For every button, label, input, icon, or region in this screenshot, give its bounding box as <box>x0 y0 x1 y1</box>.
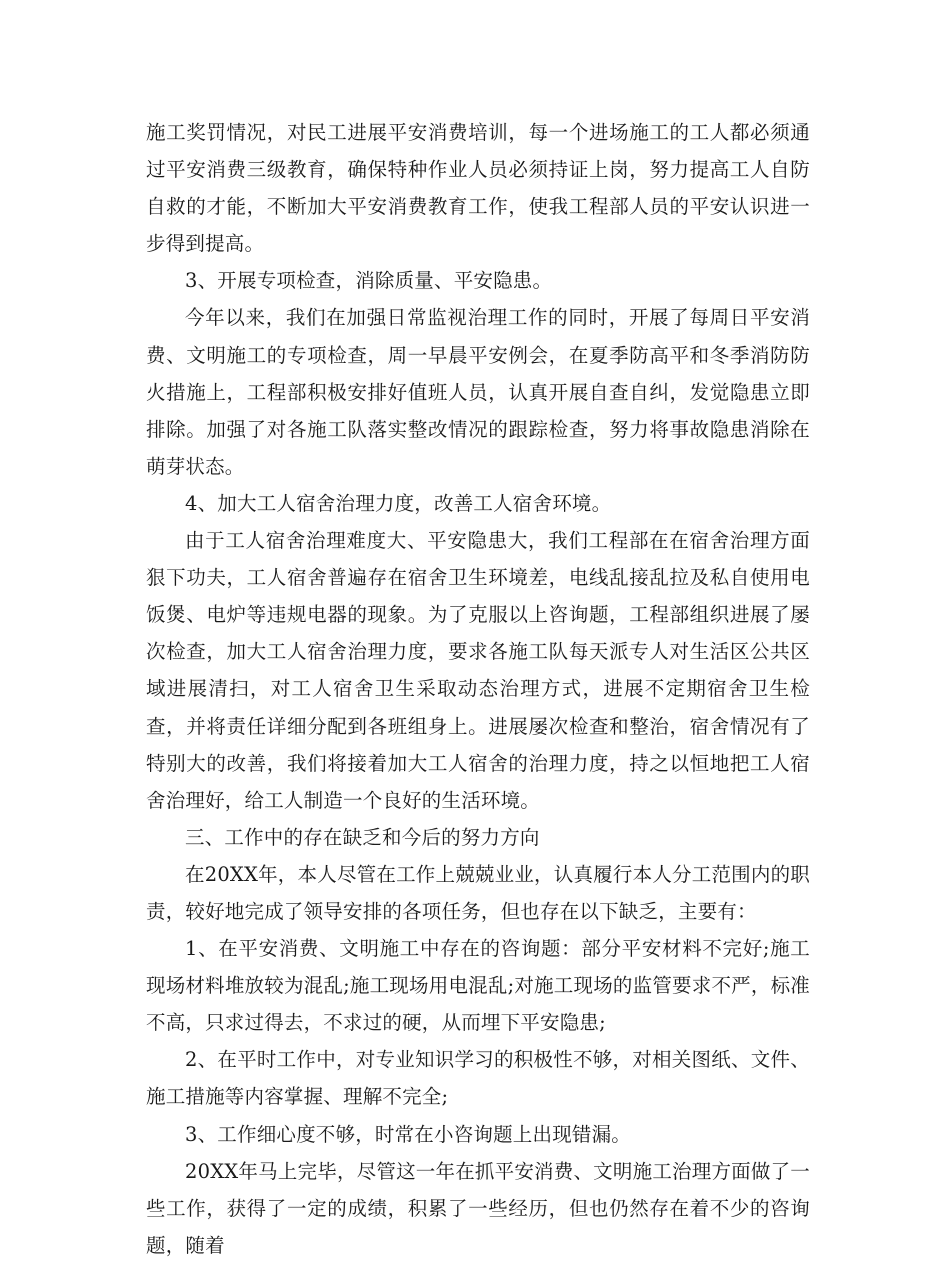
paragraph-4: 4、加大工人宿舍治理力度，改善工人宿舍环境。 <box>185 491 612 515</box>
paragraph-8: 1、在平安消费、文明施工中存在的咨询题：部分平安材料不完好;施工现场材料堆放较为混乱;施工现场用电混乱;对施工现场的监管要求不严，标准不高，只求过得去，不求过的硬，从而埋下平安隐患; <box>146 937 810 1035</box>
paragraph-11: 20XX年马上完毕，尽管这一年在抓平安消费、文明施工治理方面做了一些工作，获得了一定的成绩，积累了一些经历，但也仍然存在着不少的咨询题，随着 <box>146 1159 810 1257</box>
paragraph-9: 2、在平时工作中，对专业知识学习的积极性不够，对相关图纸、文件、施工措施等内容掌握、理解不完全; <box>146 1048 810 1109</box>
paragraph-2: 3、开展专项检查，消除质量、平安隐患。 <box>185 269 553 293</box>
paragraph-5: 由于工人宿舍治理难度大、平安隐患大，我们工程部在在宿舍治理方面狠下功夫，工人宿舍普遍存在宿舍卫生环境差，电线乱接乱拉及私自使用电饭煲、电炉等违规电器的现象。为了克服以上咨询题，工程部组织进展了屡次检查，加大工人宿舍治理力度，要求各施工队每天派专人对生活区公共区域进展清扫，对工人宿舍卫生采取动态治理方式，进展不定期宿舍卫生检查，并将责任详细分配到各班组身上。进展屡次检查和整治，宿舍情况有了特别大的改善，我们将接着加大工人宿舍的治理力度，持之以恒地把工人宿舍治理好，给工人制造一个良好的生活环境。 <box>146 529 810 812</box>
paragraph-7: 在20XX年，本人尽管在工作上兢兢业业，认真履行本人分工范围内的职责，较好地完成了领导安排的各项任务，但也存在以下缺乏，主要有： <box>146 862 810 923</box>
paragraph-3: 今年以来，我们在加强日常监视治理工作的同时，开展了每周日平安消费、文明施工的专项检查，周一早晨平安例会，在夏季防高平和冬季消防防火措施上，工程部积极安排好值班人员，认真开展自查自纠，发觉隐患立即排除。加强了对各施工队落实整改情况的跟踪检查，努力将事故隐患消除在萌芽状态。 <box>146 306 810 478</box>
document-body <box>146 114 810 1264</box>
paragraph-10: 3、工作细心度不够，时常在小咨询题上出现错漏。 <box>185 1122 632 1146</box>
paragraph-6-heading: 三、工作中的存在缺乏和今后的努力方向 <box>185 825 540 849</box>
paragraph-1: 施工奖罚情况，对民工进展平安消费培训，每一个进场施工的工人都必须通过平安消费三级教育，确保特种作业人员必须持证上岗，努力提高工人自防自救的才能，不断加大平安消费教育工作，使我工程部人员的平安认识进一步得到提高。 <box>146 121 810 256</box>
